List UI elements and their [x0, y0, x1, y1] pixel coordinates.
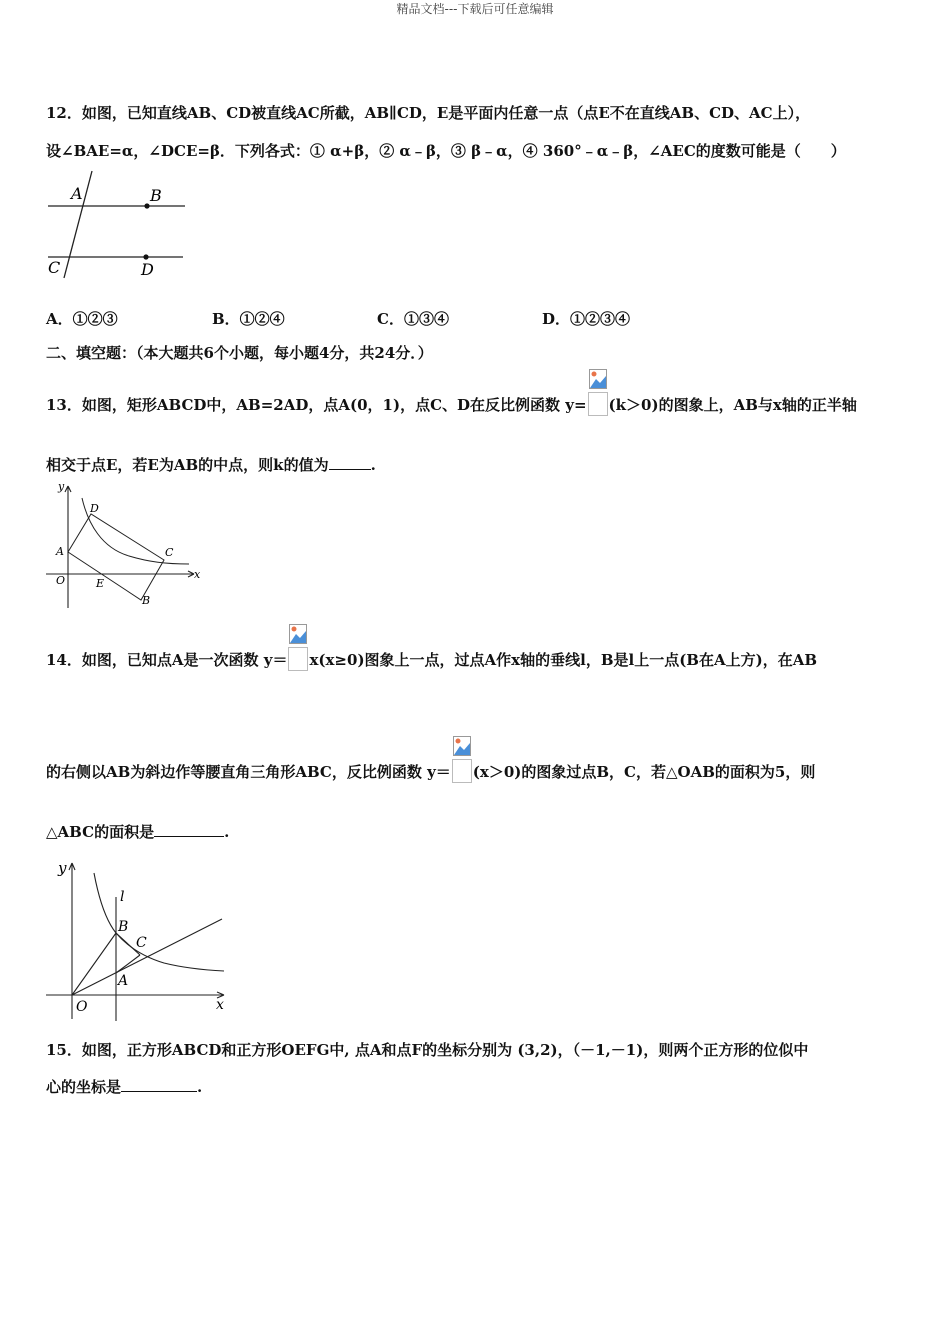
- q14-fraction-image-1: [288, 647, 308, 671]
- label-b: B: [118, 919, 129, 935]
- q14-text-2b: (x＞0)的图象过点B，C，若△OAB的面积为5，则: [472, 763, 816, 781]
- q14-line2: [46, 759, 815, 783]
- image-placeholder-icon: [453, 736, 471, 756]
- label-o: O: [76, 999, 88, 1015]
- point-b: [144, 203, 149, 208]
- q13-text-1a: 13．如图，矩形ABCD中，AB=2AD，点A(0，1)，点C、D在反比例函数 y=: [46, 396, 587, 414]
- q14-line1: [46, 647, 817, 671]
- label-l: l: [120, 889, 125, 905]
- q12-figure: [44, 168, 194, 283]
- q14-figure: [44, 855, 234, 1020]
- q13-text-1b: (k＞0)的图象上，AB与x轴的正半轴: [608, 396, 857, 414]
- label-o: O: [56, 574, 66, 587]
- q12-option-b[interactable]: B．①②④: [212, 310, 285, 328]
- hyperbola-curve: [94, 873, 224, 971]
- q14-text-1b: x(x≥0)图象上一点，过点A作x轴的垂线l，B是l上一点(B在A上方)，在AB: [309, 651, 818, 669]
- label-a: A: [118, 973, 129, 989]
- q13-fraction-image: [588, 392, 608, 416]
- label-d: D: [90, 502, 99, 515]
- q13-figure: [44, 480, 204, 610]
- segment-ob: [72, 933, 116, 995]
- q14-text-3b: .: [224, 823, 230, 841]
- rectangle-abcd: [68, 514, 164, 600]
- q12-option-c[interactable]: C．①③④: [377, 310, 449, 328]
- label-d: D: [141, 260, 154, 279]
- q12-line1: 12．如图，已知直线AB、CD被直线AC所截，AB∥CD，E是平面内任意一点（点E不在直线AB、CD、AC上），: [46, 104, 811, 122]
- q15-answer-blank[interactable]: [121, 1077, 197, 1092]
- q13-text-2b: .: [370, 456, 376, 474]
- segment-ac: [116, 955, 140, 973]
- label-e: E: [96, 577, 105, 590]
- q12-option-a[interactable]: A．①②③: [46, 310, 118, 328]
- q14-answer-blank[interactable]: [154, 822, 224, 837]
- q15-text-2a: 心的坐标是: [46, 1078, 122, 1096]
- label-a: A: [56, 545, 64, 558]
- label-c: C: [165, 546, 174, 559]
- label-x: x: [194, 568, 201, 581]
- q13-line2: [46, 454, 376, 475]
- section-2-heading: 二、填空题：（本大题共6个小题，每小题4分，共24分．）: [46, 344, 433, 362]
- q14-fraction-image-2: [452, 759, 472, 783]
- q13-line1: [46, 392, 857, 416]
- q13-text-2a: 相交于点E，若E为AB的中点，则k的值为: [46, 456, 329, 474]
- q15-text-2b: .: [197, 1078, 203, 1096]
- label-y: y: [58, 859, 67, 877]
- label-c: C: [136, 935, 147, 951]
- q15-line1: 15．如图，正方形ABCD和正方形OEFG中, 点A和点F的坐标分别为 (3,2)，（－1,－1)，则两个正方形的位似中: [46, 1041, 809, 1059]
- q13-answer-blank[interactable]: [329, 455, 371, 470]
- image-placeholder-icon: [589, 369, 607, 389]
- label-c: C: [48, 258, 61, 277]
- label-a: A: [71, 184, 83, 203]
- q12-option-d[interactable]: D．①②③④: [542, 310, 631, 328]
- label-b: B: [150, 186, 162, 205]
- point-d: [143, 254, 148, 259]
- q14-text-3a: △ABC的面积是: [46, 823, 155, 841]
- label-b: B: [142, 594, 151, 607]
- page-header: 精品文档---下载后可任意编辑: [396, 2, 554, 16]
- q12-line2: 设∠BAE=α，∠DCE=β．下列各式：① α+β，② α﹣β，③ β﹣α，④ 360°﹣α﹣β，∠AEC的度数可能是（ ）: [46, 142, 846, 160]
- q14-line3: [46, 821, 229, 842]
- q14-text-1a: 14．如图，已知点A是一次函数 y＝: [46, 651, 288, 669]
- image-placeholder-icon: [289, 624, 307, 644]
- label-x: x: [216, 997, 224, 1013]
- q14-text-2a: 的右侧以AB为斜边作等腰直角三角形ABC，反比例函数 y＝: [46, 763, 451, 781]
- q15-line2: [46, 1076, 202, 1097]
- label-y: y: [58, 480, 65, 493]
